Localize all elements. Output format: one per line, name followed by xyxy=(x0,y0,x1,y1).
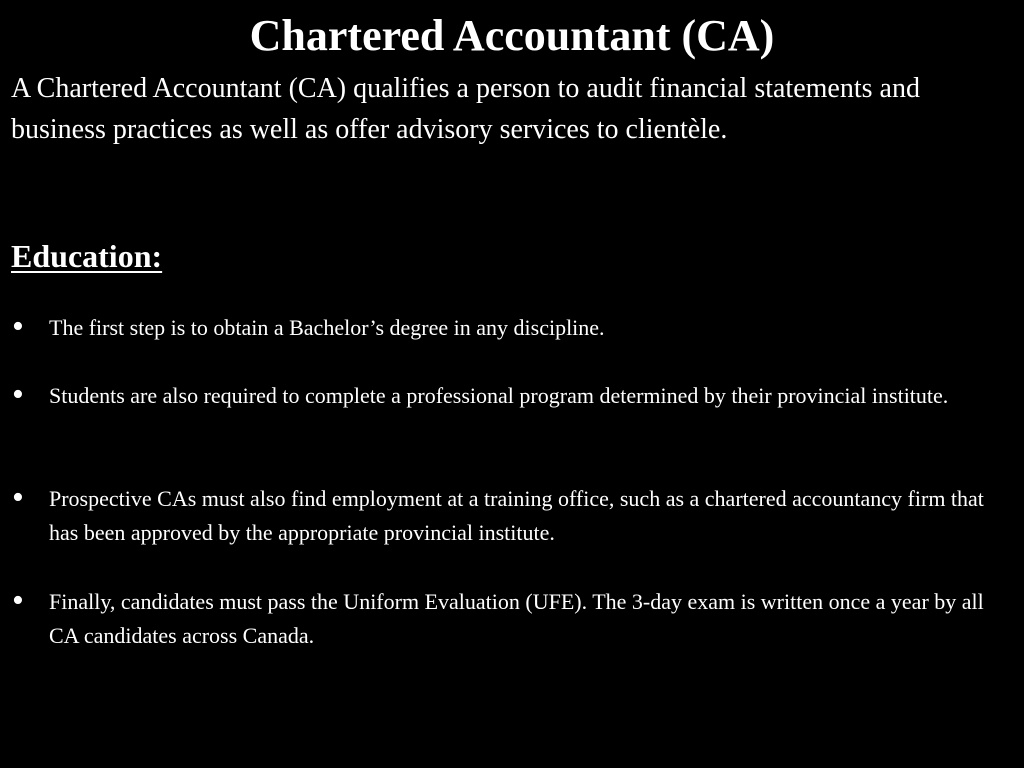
bullet-icon: • xyxy=(12,582,24,619)
bullet-icon: • xyxy=(12,308,24,345)
slide-title: Chartered Accountant (CA) xyxy=(249,11,775,60)
bullet-text: Students are also required to complete a professional program determined by their provincial institute. xyxy=(49,383,949,408)
bullet-text: Prospective CAs must also find employment at a training office, such as a chartered accountancy firm that has been approved by the appropriate provincial institute. xyxy=(49,486,984,545)
bullet-icon: • xyxy=(12,376,24,413)
intro-paragraph: A Chartered Accountant (CA) qualifies a person to audit financial statements and business practices as well as offer advisory services to clientèle. xyxy=(11,73,920,145)
bullet-icon: • xyxy=(12,479,24,516)
bullet-text: The first step is to obtain a Bachelor’s degree in any discipline. xyxy=(49,315,605,340)
education-heading: Education: xyxy=(11,238,163,274)
bullet-text: Finally, candidates must pass the Uniform Evaluation (UFE). The 3-day exam is written once a year by all CA candidates across Canada. xyxy=(49,589,984,648)
